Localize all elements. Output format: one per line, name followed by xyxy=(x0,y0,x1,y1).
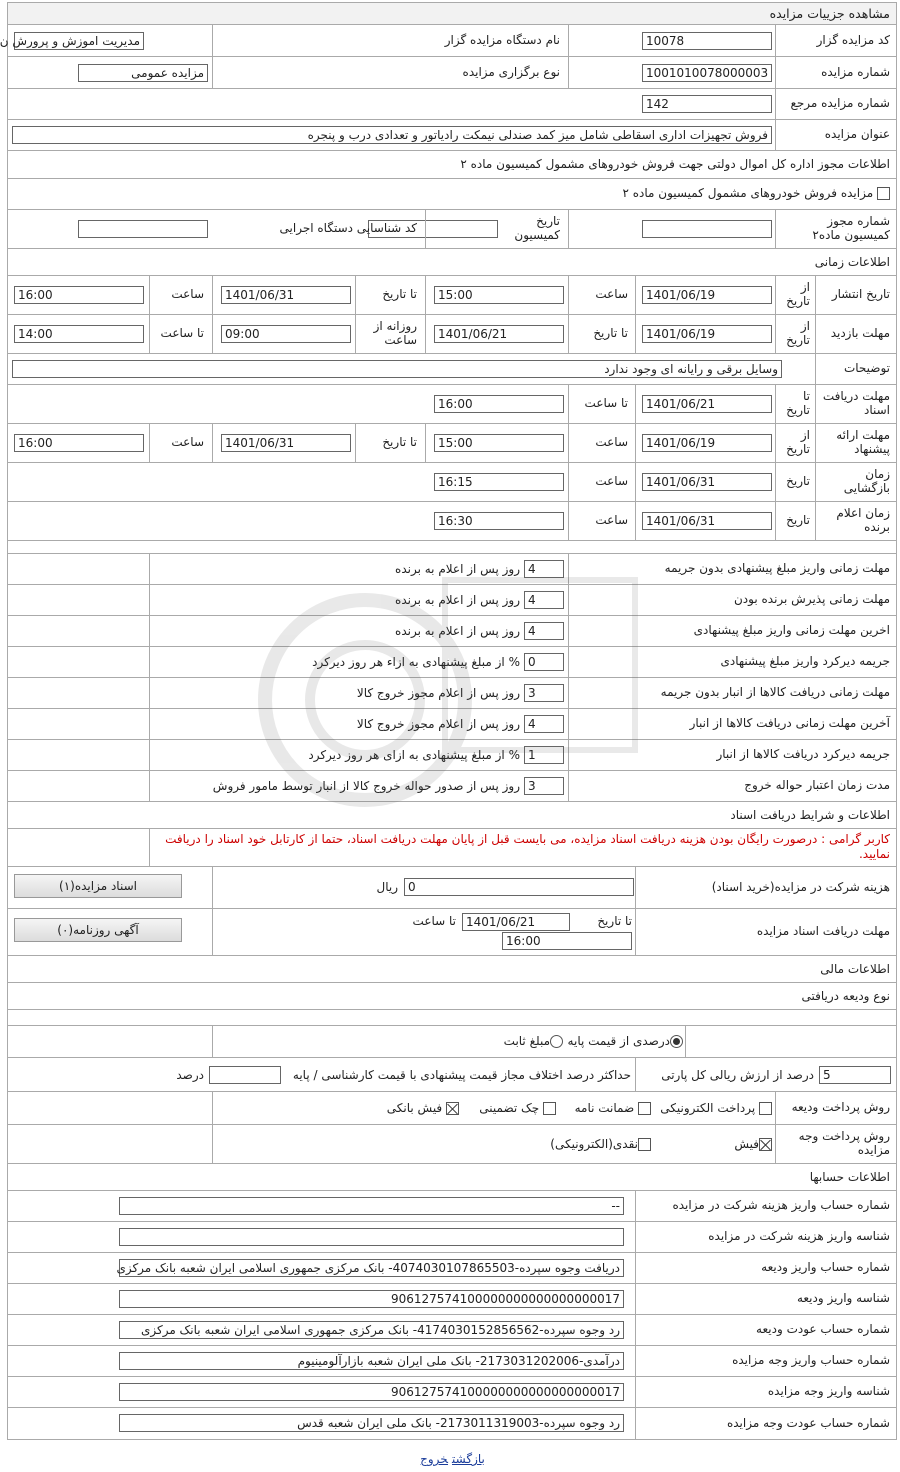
time-label: ساعت xyxy=(595,287,628,302)
account-row xyxy=(8,1253,896,1284)
max-diff-field[interactable] xyxy=(209,1066,281,1084)
time-section: اطلاعات زمانی xyxy=(8,249,896,276)
row-title xyxy=(8,120,896,151)
to-date-label: تا تاریخ xyxy=(593,326,628,341)
from-date-label: از تاریخ xyxy=(786,319,810,347)
pay-slip-checkbox[interactable] xyxy=(446,1102,459,1115)
auction-details-panel xyxy=(0,2,897,1440)
account-row xyxy=(8,1315,896,1346)
license-date-label: تاریخ کمیسیون xyxy=(514,214,560,242)
pay-check[interactable] xyxy=(479,1101,556,1115)
deadline-unit: روز پس از صدور حواله خروج کالا از انبار توسط مامور فروش xyxy=(212,779,520,793)
docs-button[interactable]: اسناد مزایده(۱) xyxy=(14,874,182,898)
offer-from-date[interactable]: 1401/06/19 xyxy=(642,434,772,452)
pay-guarantee-checkbox[interactable] xyxy=(638,1102,651,1115)
account-row xyxy=(8,1284,896,1315)
deadline-unit: روز پس از اعلام به برنده xyxy=(395,562,520,576)
price-cash-label: نقدی(الکترونیکی) xyxy=(550,1137,638,1151)
fixed-option[interactable] xyxy=(504,1034,563,1048)
docs-label: مهلت دریافت اسناد xyxy=(822,389,890,417)
footer-links xyxy=(5,1452,900,1466)
deadline-value[interactable]: 4 xyxy=(524,591,564,609)
percent-label: درصد از ارزش ریالی کل پارتی xyxy=(661,1068,814,1082)
row-doc-fee xyxy=(8,867,896,909)
to-date-label: تا تاریخ xyxy=(597,914,632,928)
to-date-label: تا تاریخ xyxy=(382,287,417,302)
account-label: شماره حساب عودت ودیعه xyxy=(756,1322,890,1337)
visit-daily-to[interactable]: 14:00 xyxy=(14,325,144,343)
exec-id-field[interactable] xyxy=(78,220,208,238)
deadline-label: جریمه دیرکرد واریز مبلغ پیشنهادی xyxy=(720,654,890,669)
row-price-method xyxy=(8,1125,896,1164)
opening-time[interactable]: 16:15 xyxy=(434,473,564,491)
deadline-label: آخرین مهلت زمانی دریافت کالاها از انبار xyxy=(689,716,890,731)
pay-slip[interactable] xyxy=(387,1101,459,1115)
deadline-row xyxy=(8,647,896,678)
accounts-table xyxy=(8,1191,896,1439)
row-percent xyxy=(8,1058,896,1092)
deadline-value[interactable]: 1 xyxy=(524,746,564,764)
row-publish xyxy=(8,276,896,315)
offer-to-time[interactable]: 16:00 xyxy=(14,434,144,452)
pay-electronic[interactable] xyxy=(660,1101,772,1115)
deadline-value[interactable]: 3 xyxy=(524,777,564,795)
account-label: شماره حساب واریز وجه مزایده xyxy=(732,1353,890,1368)
deadline-label: جریمه دیرکرد دریافت کالاها از انبار xyxy=(716,747,890,762)
deadline-value[interactable]: 4 xyxy=(524,715,564,733)
pay-check-checkbox[interactable] xyxy=(543,1102,556,1115)
deadline-unit: % از مبلغ پیشنهادی به ازاء هر روز دیرکرد xyxy=(312,655,520,669)
publish-to-time[interactable]: 16:00 xyxy=(14,286,144,304)
time-label-2: ساعت xyxy=(171,435,204,450)
to-date-label: تا تاریخ xyxy=(786,389,810,417)
time-label-2: ساعت xyxy=(171,287,204,302)
row-auction-no xyxy=(8,57,896,89)
back-link[interactable]: بازگشت xyxy=(452,1452,485,1466)
deadline-label: مهلت زمانی واریز مبلغ پیشنهادی بدون جریمه xyxy=(664,561,890,576)
visit-from-date[interactable]: 1401/06/19 xyxy=(642,325,772,343)
offer-from-time[interactable]: 15:00 xyxy=(434,434,564,452)
deadline-row xyxy=(8,740,896,771)
row-visit xyxy=(8,315,896,354)
winner-time[interactable]: 16:30 xyxy=(434,512,564,530)
docs-section: اطلاعات و شرایط دریافت اسناد xyxy=(8,802,896,829)
deadline-unit: روز پس از اعلام به برنده xyxy=(395,624,520,638)
deadline-value[interactable]: 0 xyxy=(524,653,564,671)
deadline-value[interactable]: 4 xyxy=(524,560,564,578)
org-label: نام دستگاه مزایده گزار xyxy=(444,32,560,47)
title-field[interactable]: فروش تجهیزات اداری اسقاطی شامل میز کمد صندلی نیمکت رادیاتور و تعدادی درب و پنجره xyxy=(12,126,772,144)
account-row xyxy=(8,1191,896,1222)
account-label: شماره حساب واریز هزینه شرکت در مزایده xyxy=(672,1198,890,1213)
offer-to-date[interactable]: 1401/06/31 xyxy=(221,434,351,452)
account-value[interactable]: دریافت وجوه سپرده-4074030107865503- بانک مرکزی جمهوری اسلامی ایران شعبه بانک مرکزی xyxy=(119,1259,624,1277)
account-label: شناسه واریز ودیعه xyxy=(796,1291,890,1306)
deadline-row xyxy=(8,709,896,740)
title-label: عنوان مزایده xyxy=(824,127,890,142)
license-no-field[interactable] xyxy=(642,220,772,238)
fee-label: هزینه شرکت در مزایده(خرید اسناد) xyxy=(711,879,890,894)
account-row xyxy=(8,1408,896,1439)
deadline-row xyxy=(8,585,896,616)
price-slip-label: فیش xyxy=(734,1137,759,1151)
deadline-unit: روز پس از اعلام مجوز خروج کالا xyxy=(356,686,520,700)
from-date-label: از تاریخ xyxy=(786,280,810,308)
account-row xyxy=(8,1346,896,1377)
pay-guarantee-label: ضمانت نامه xyxy=(574,1101,635,1115)
doc-deadline-time[interactable]: 16:00 xyxy=(502,932,632,950)
row-ref xyxy=(8,89,896,120)
deadlines-table xyxy=(8,554,896,802)
account-value[interactable] xyxy=(119,1228,624,1246)
auction-no-field[interactable]: 1001010078000003 xyxy=(642,64,772,82)
fee-field[interactable]: 0 xyxy=(404,878,634,896)
row-pay-method xyxy=(8,1092,896,1125)
time-label: ساعت xyxy=(595,435,628,450)
deadline-row xyxy=(8,771,896,802)
fee-unit: ریال xyxy=(376,880,398,894)
visit-label: مهلت بازدید xyxy=(830,326,890,341)
license-info: اطلاعات مجوز اداره کل اموال دولتی جهت فروش خودروهای مشمول کمیسیون ماده ۲ xyxy=(8,151,896,179)
deadline-row xyxy=(8,678,896,709)
fixed-option-label: مبلغ ثابت xyxy=(503,1034,550,1048)
time-label: ساعت xyxy=(595,474,628,489)
to-time-label: تا ساعت xyxy=(584,396,628,411)
visit-to-date[interactable]: 1401/06/21 xyxy=(434,325,564,343)
account-value[interactable]: درآمدی-2173031202006- بانک ملی ایران شعبه بازارآلومینیوم xyxy=(119,1352,624,1370)
auction-no-label: شماره مزایده xyxy=(821,64,890,79)
ref-label: شماره مزایده مرجع xyxy=(790,96,890,111)
price-cash[interactable] xyxy=(550,1137,651,1151)
publish-to-date[interactable]: 1401/06/31 xyxy=(221,286,351,304)
deposit-type-label: نوع ودیعه دریافتی xyxy=(8,983,896,1010)
visit-daily-from[interactable]: 09:00 xyxy=(221,325,351,343)
row-deposit-type xyxy=(8,1026,896,1058)
financial-section: اطلاعات مالی xyxy=(8,956,896,983)
pay-check-label: چک تضمینی xyxy=(479,1101,540,1115)
account-row xyxy=(8,1377,896,1408)
from-date-label: از تاریخ xyxy=(786,428,810,456)
pay-slip-label: فیش بانکی xyxy=(386,1101,443,1115)
deadline-row xyxy=(8,554,896,585)
percent-option[interactable] xyxy=(568,1034,683,1048)
row-doc-deadline xyxy=(8,909,896,956)
account-value[interactable]: رد وجوه سپرده-2173011319003- بانک ملی ایران شعبه قدس xyxy=(119,1414,624,1432)
deadline-value[interactable]: 4 xyxy=(524,622,564,640)
row-code xyxy=(0,25,896,57)
row-offer xyxy=(8,424,896,463)
row-vehicle xyxy=(8,179,896,210)
publish-label: تاریخ انتشار xyxy=(831,287,890,302)
row-winner xyxy=(8,502,896,541)
winner-label: زمان اعلام برنده xyxy=(836,506,890,534)
deadline-label: مهلت زمانی دریافت کالاها از انبار بدون جریمه xyxy=(660,685,890,700)
docs-notice: کاربر گرامی : درصورت رایگان بودن هزینه دریافت اسناد مزایده، می بایست قبل از پایان مهلت دریافت اسناد، حتما از کارتابل خود اسناد را دریافت نمایید. xyxy=(165,832,890,861)
account-value[interactable]: 906127574100000000000000000017 xyxy=(119,1290,624,1308)
pay-electronic-checkbox[interactable] xyxy=(759,1102,772,1115)
row-desc xyxy=(8,354,896,385)
accounts-section: اطلاعات حسابها xyxy=(8,1164,896,1191)
pay-electronic-label: پرداخت الکترونیکی xyxy=(660,1101,756,1115)
deadline-label: اخرین مهلت زمانی واریز مبلغ پیشنهادی xyxy=(693,623,890,638)
ref-field[interactable]: 142 xyxy=(642,95,772,113)
newspaper-ad-button[interactable]: آگهی روزنامه(۰) xyxy=(14,918,182,942)
to-time-label: تا ساعت xyxy=(160,326,204,341)
daily-from-label: روزانه از ساعت xyxy=(373,319,417,347)
publish-from-date[interactable]: 1401/06/19 xyxy=(642,286,772,304)
license-no-label: شماره مجوز کمیسیون ماده۲ xyxy=(812,214,890,242)
winner-date[interactable]: 1401/06/31 xyxy=(642,512,772,530)
doc-deadline-date[interactable]: 1401/06/21 xyxy=(462,913,570,931)
code-field[interactable]: 10078 xyxy=(642,32,772,50)
deadline-label: مهلت زمانی پذیرش برنده بودن xyxy=(733,592,890,607)
account-label: شماره حساب واریز ودیعه xyxy=(761,1260,890,1275)
max-diff-label: حداکثر درصد اختلاف مجاز قیمت پیشنهادی با قیمت کارشناسی / پایه xyxy=(292,1068,631,1082)
deadline-value[interactable]: 3 xyxy=(524,684,564,702)
code-label: کد مزایده گزار xyxy=(816,32,890,47)
deadline-row xyxy=(8,616,896,647)
pay-method-label: روش پرداخت ودیعه xyxy=(791,1100,890,1115)
offer-label: مهلت ارائه پیشنهاد xyxy=(836,428,890,456)
account-row xyxy=(8,1222,896,1253)
account-label: شناسه واریز وجه مزایده xyxy=(767,1384,890,1399)
docs-to-date[interactable]: 1401/06/21 xyxy=(642,395,772,413)
deadline-unit: روز پس از اعلام مجوز خروج کالا xyxy=(356,717,520,731)
account-value[interactable]: -- xyxy=(119,1197,624,1215)
exit-link[interactable]: خروج xyxy=(420,1452,449,1466)
spacer xyxy=(8,541,896,554)
page-title: مشاهده جزییات مزایده xyxy=(8,3,896,25)
price-slip-checkbox[interactable] xyxy=(759,1138,772,1151)
date-label: تاریخ xyxy=(786,513,810,528)
account-label: شناسه واریز هزینه شرکت در مزایده xyxy=(708,1229,890,1244)
row-docs xyxy=(8,385,896,424)
date-label: تاریخ xyxy=(786,474,810,489)
to-date-label: تا تاریخ xyxy=(382,435,417,450)
opening-label: زمان بازگشایی xyxy=(843,467,890,495)
fixed-radio[interactable] xyxy=(550,1035,563,1048)
deadline-unit: % از مبلغ پیشنهادی به ازای هر روز دیرکرد xyxy=(308,748,520,762)
vehicle-check-label: مزایده فروش خودروهای مشمول کمیسیون ماده ۲ xyxy=(622,186,874,200)
price-method-label: روش پرداخت وجه مزایده xyxy=(798,1129,890,1157)
price-cash-checkbox[interactable] xyxy=(638,1138,651,1151)
desc-field[interactable]: وسایل برقی و رایانه ای وجود ندارد xyxy=(12,360,782,378)
exec-id-label: کد شناسایی دستگاه اجرایی xyxy=(279,221,417,236)
to-time-label: تا ساعت xyxy=(412,914,456,928)
row-opening xyxy=(8,463,896,502)
publish-from-time[interactable]: 15:00 xyxy=(434,286,564,304)
max-diff-unit: درصد xyxy=(176,1068,204,1082)
percent-radio[interactable] xyxy=(670,1035,683,1048)
account-label: شماره حساب عودت وجه مزایده xyxy=(726,1415,890,1430)
deadline-unit: روز پس از اعلام به برنده xyxy=(395,593,520,607)
docs-to-time[interactable]: 16:00 xyxy=(434,395,564,413)
docs-notice-row xyxy=(8,829,896,867)
price-slip[interactable] xyxy=(734,1137,772,1151)
spacer xyxy=(8,1010,896,1026)
type-field[interactable]: مزایده عمومی xyxy=(78,64,208,82)
deadline-label: مدت زمان اعتبار حواله خروج xyxy=(744,778,890,793)
vehicle-checkbox[interactable] xyxy=(877,187,890,200)
percent-field[interactable]: 5 xyxy=(819,1066,891,1084)
opening-date[interactable]: 1401/06/31 xyxy=(642,473,772,491)
account-value[interactable]: 906127574100000000000000000017 xyxy=(119,1383,624,1401)
desc-label: توضیحات xyxy=(843,361,890,376)
pay-guarantee[interactable] xyxy=(575,1101,651,1115)
doc-deadline-label: مهلت دریافت اسناد مزایده xyxy=(756,924,890,939)
time-label: ساعت xyxy=(595,513,628,528)
type-label: نوع برگزاری مزایده xyxy=(462,64,560,79)
percent-option-label: درصدی از قیمت پایه xyxy=(567,1034,670,1048)
org-field[interactable]: مدیریت اموزش و پرورش ن xyxy=(14,32,144,50)
account-value[interactable]: رد وجوه سپرده-4174030152856562- بانک مرکزی جمهوری اسلامی ایران شعبه بانک مرکزی xyxy=(119,1321,624,1339)
row-license xyxy=(8,210,896,249)
